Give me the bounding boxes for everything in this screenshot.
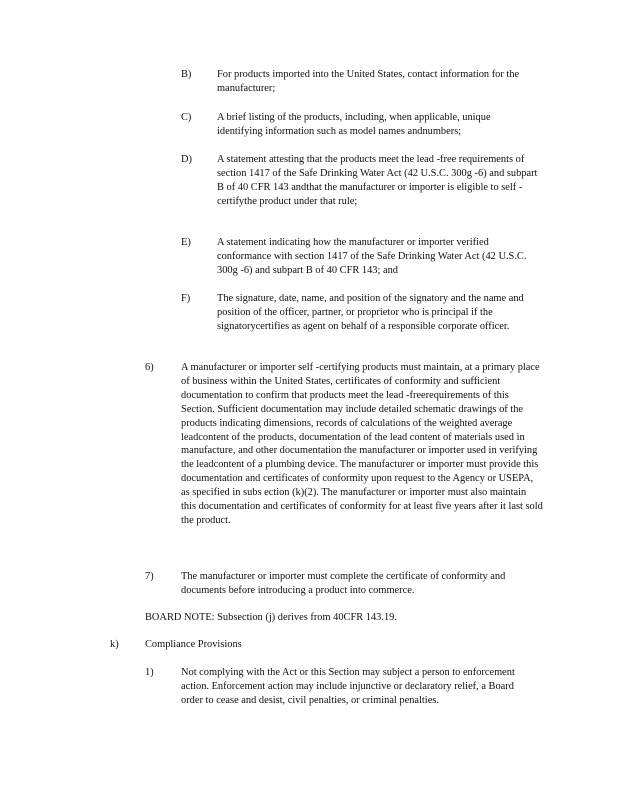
subitem-e: [181, 236, 546, 281]
subitem-text: A statement attesting that the products meet the lead -free requirements of section 1417 of the Safe Drinking Water Act (42 U.S.C. 300g -6) and subpart B of 40 CFR 143 andthat the manufacturer or importer is eligible to self -certifythe product under that rule;: [217, 154, 538, 207]
paragraph-text: The manufacturer or importer must complete the certificate of conformity and documents before introducing a product into commerce.: [181, 571, 506, 596]
section-title: Compliance Provisions: [145, 639, 242, 650]
subitem-text: The signature, date, name, and position of the signatory and the name and position of the officer, partner, or proprietor who is principal if the signatorycertifies as agent on behalf of a responsible corporate officer.: [217, 293, 524, 332]
subitem-text: A statement indicating how the manufacturer or importer verified conformance with section 1417 of the Safe Drinking Water Act (42 U.S.C. 300g -6) and subpart B of 40 CFR 143; and: [217, 237, 527, 276]
board-note: BOARD NOTE: Subsection (j) derives from 40CFR 143.19.: [145, 612, 397, 623]
subitem-label: C): [181, 112, 192, 123]
paragraph-label: 6): [145, 362, 154, 373]
section-label: k): [110, 639, 119, 650]
paragraph-text: Not complying with the Act or this Section may subject a person to enforcement action. Enforcement action may include injunctive or declaratory relief, a Board order to cease and desist, civil penalties, or criminal penalties.: [181, 667, 515, 706]
paragraph-k-1: [145, 666, 530, 724]
paragraph-text: A manufacturer or importer self -certifying products must maintain, at a primary place of business within the United States, certificates of conformity and sufficient documentation to confirm that products meet the lead -freerequirements of this Section. Sufficient documentation may include detailed schematic drawings of the products indicating dimensions, records of calculations of the weighted average leadcontent of the products, documentation of the lead content of materials used in manufacture, and other documentation the manufacturer or importer used in verifying the leadcontent of a plumbing device. The manufacturer or importer must provide this documentation and certificates of conformity upon request to the Agency or USEPA, as specified in subs ection (k)(2). The manufacturer or importer must also maintain this documentation and certificates of conformity for at least five years after it last sold the product.: [181, 362, 543, 526]
section-k-heading: [110, 638, 310, 653]
subitem-text: For products imported into the United States, contact information for the manufacturer;: [217, 69, 520, 94]
paragraph-label: 7): [145, 571, 154, 582]
subitem-f: [181, 292, 541, 350]
subitem-d: [181, 153, 546, 223]
subitem-text: A brief listing of the products, including, when applicable, unique identifying information such as model names andnumbers;: [217, 112, 491, 137]
subitem-label: F): [181, 293, 191, 304]
subitem-label: D): [181, 154, 192, 165]
paragraph-6: [145, 361, 545, 557]
paragraph-label: 1): [145, 667, 154, 678]
subitem-label: E): [181, 237, 191, 248]
subitem-c: [181, 111, 541, 141]
paragraph-7: [145, 570, 535, 600]
subitem-label: B): [181, 69, 192, 80]
subitem-b: [181, 68, 520, 98]
